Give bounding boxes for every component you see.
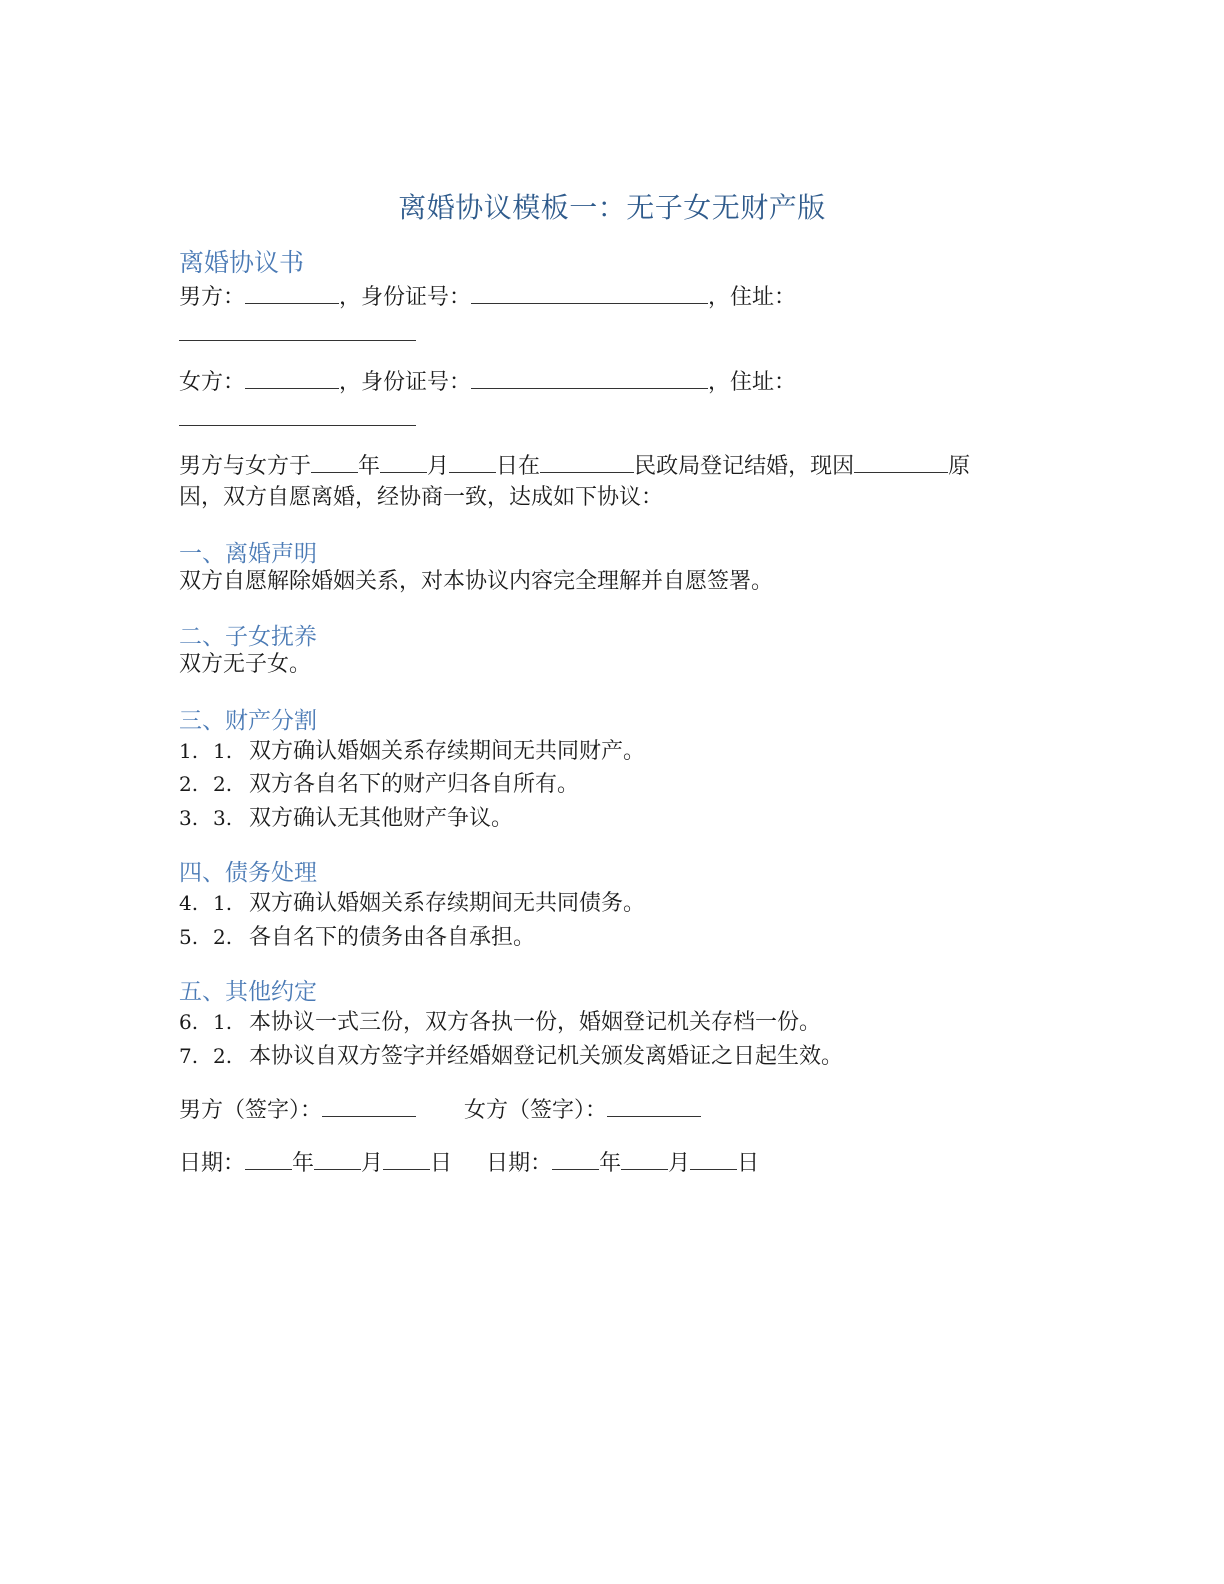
item-text: 各自名下的债务由各自承担。 <box>249 925 536 950</box>
item-text: 双方确认婚姻关系存续期间无共同债务。 <box>249 891 646 916</box>
section-text-declaration: 双方自愿解除婚姻关系，对本协议内容完全理解并自愿签署。 <box>179 569 774 594</box>
male-party-line <box>179 281 796 314</box>
item-outer-number: 4. <box>179 891 199 915</box>
month-label: 月 <box>668 1151 691 1176</box>
marriage-month-blank[interactable] <box>380 450 427 473</box>
item-outer-number: 2. <box>179 772 199 796</box>
item-outer-number: 6. <box>179 1010 199 1034</box>
item-inner-number: 3. <box>213 806 233 830</box>
female-signature-blank[interactable] <box>607 1094 701 1117</box>
day-label: 日 <box>737 1151 760 1176</box>
year-label: 年 <box>292 1151 315 1176</box>
female-address-label: ，住址： <box>708 370 797 395</box>
reason-end: 原 <box>948 454 971 479</box>
male-signature-label: 男方（签字）： <box>179 1098 323 1123</box>
item-outer-number: 5. <box>179 925 199 949</box>
bureau-blank[interactable] <box>540 450 634 473</box>
male-id-blank[interactable] <box>471 281 708 304</box>
section-heading-declaration: 一、离婚声明 <box>179 541 317 567</box>
marriage-year-blank[interactable] <box>311 450 358 473</box>
list-item <box>179 1006 821 1039</box>
item-inner-number: 1. <box>213 1010 233 1034</box>
male-date-day-blank[interactable] <box>383 1147 430 1170</box>
month-label: 月 <box>361 1151 384 1176</box>
female-party-line <box>179 366 796 399</box>
marriage-line-2: 因，双方自愿离婚，经协商一致，达成如下协议： <box>179 485 664 510</box>
female-date-month-blank[interactable] <box>621 1147 668 1170</box>
female-date-day-blank[interactable] <box>690 1147 737 1170</box>
item-text: 本协议自双方签字并经婚姻登记机关颁发离婚证之日起生效。 <box>249 1044 844 1069</box>
female-id-label: ，身份证号： <box>339 370 472 395</box>
female-address-blank[interactable] <box>179 425 416 426</box>
item-outer-number: 7. <box>179 1044 199 1068</box>
female-id-blank[interactable] <box>471 366 708 389</box>
section-heading-other: 五、其他约定 <box>179 979 317 1005</box>
male-id-label: ，身份证号： <box>339 285 472 310</box>
year-label: 年 <box>358 454 381 479</box>
item-inner-number: 1. <box>213 739 233 763</box>
female-date-label: 日期： <box>486 1151 553 1176</box>
male-address-label: ，住址： <box>708 285 797 310</box>
date-line <box>179 1147 759 1180</box>
item-inner-number: 2. <box>213 772 233 796</box>
list-item <box>179 802 513 835</box>
male-address-blank[interactable] <box>179 340 416 341</box>
section-heading-property: 三、财产分割 <box>179 708 317 734</box>
section-text-children: 双方无子女。 <box>179 652 312 677</box>
marriage-day-blank[interactable] <box>449 450 496 473</box>
list-item <box>179 887 645 920</box>
day-label: 日在 <box>496 454 541 479</box>
section-heading-debt: 四、债务处理 <box>179 860 317 886</box>
year-label: 年 <box>599 1151 622 1176</box>
item-text: 双方确认无其他财产争议。 <box>249 806 514 831</box>
female-label: 女方： <box>179 370 246 395</box>
month-label: 月 <box>427 454 450 479</box>
agreement-heading: 离婚协议书 <box>179 248 305 277</box>
marriage-text: 男方与女方于 <box>179 454 312 479</box>
female-date-year-blank[interactable] <box>552 1147 599 1170</box>
male-date-year-blank[interactable] <box>245 1147 292 1170</box>
item-inner-number: 2. <box>213 925 233 949</box>
day-label: 日 <box>430 1151 453 1176</box>
item-inner-number: 1. <box>213 891 233 915</box>
male-date-label: 日期： <box>179 1151 246 1176</box>
signature-line <box>179 1094 701 1127</box>
list-item <box>179 768 579 801</box>
item-inner-number: 2. <box>213 1044 233 1068</box>
list-item <box>179 1040 843 1073</box>
male-signature-blank[interactable] <box>322 1094 416 1117</box>
list-item <box>179 921 535 954</box>
item-text: 双方确认婚姻关系存续期间无共同财产。 <box>249 739 646 764</box>
section-heading-children: 二、子女抚养 <box>179 624 317 650</box>
document-title: 离婚协议模板一：无子女无财产版 <box>398 191 826 224</box>
list-item <box>179 735 645 768</box>
item-text: 本协议一式三份，双方各执一份，婚姻登记机关存档一份。 <box>249 1010 822 1035</box>
female-signature-label: 女方（签字）： <box>464 1098 608 1123</box>
male-label: 男方： <box>179 285 246 310</box>
item-outer-number: 3. <box>179 806 199 830</box>
male-name-blank[interactable] <box>245 281 339 304</box>
marriage-line-1 <box>179 450 970 483</box>
male-date-month-blank[interactable] <box>314 1147 361 1170</box>
item-text: 双方各自名下的财产归各自所有。 <box>249 772 580 797</box>
reason-blank[interactable] <box>854 450 948 473</box>
female-name-blank[interactable] <box>245 366 339 389</box>
bureau-text: 民政局登记结婚，现因 <box>634 454 855 479</box>
item-outer-number: 1. <box>179 739 199 763</box>
